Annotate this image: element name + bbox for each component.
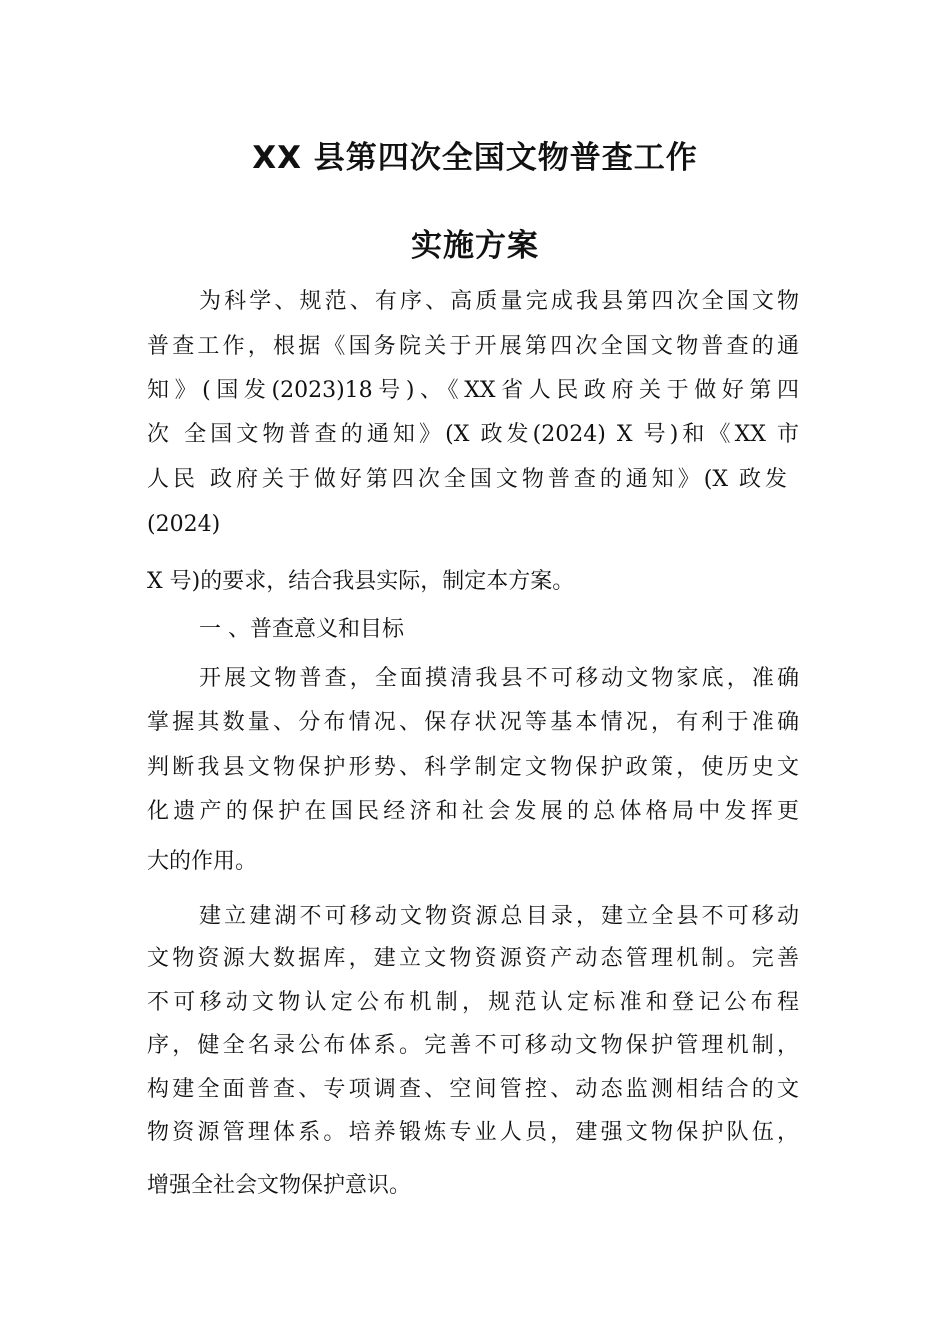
intro-line: 普查工作，根据《国务院关于开展第四次全国文物普查的通 (147, 334, 799, 359)
paragraph-line: 掌握其数量、分布情况、保存状况等基本情况，有利于准确 (147, 710, 799, 735)
paragraph-line: 开展文物普查，全面摸清我县不可移动文物家底，准确 (199, 666, 799, 691)
paragraph-line: 增强全社会文物保护意识。 (147, 1173, 412, 1198)
document-title-line-1: XX 县第四次全国文物普查工作 (252, 140, 698, 176)
document-title-line-2: 实施方案 (411, 228, 539, 264)
paragraph-line: 建立建湖不可移动文物资源总目录，建立全县不可移动 (199, 904, 799, 929)
paragraph-line: 大的作用。 (147, 849, 258, 874)
intro-line: X 号)的要求，结合我县实际，制定本方案。 (147, 569, 575, 594)
intro-line: 知》(国发(2023)18号)、《XX省人民政府关于做好第四 (147, 378, 799, 403)
paragraph-line: 判断我县文物保护形势、科学制定文物保护政策，使历史文 (147, 755, 799, 780)
paragraph-line: 文物资源大数据库，建立文物资源资产动态管理机制。完善 (147, 946, 799, 971)
section-heading: 一 、普查意义和目标 (199, 617, 404, 642)
paragraph-line: 不可移动文物认定公布机制，规范认定标准和登记公布程 (147, 990, 799, 1015)
paragraph-line: 化遗产的保护在国民经济和社会发展的总体格局中发挥更 (147, 799, 799, 824)
intro-line: 次 全国文物普查的通知》(X 政发(2024) X 号)和《XX 市 (147, 422, 799, 447)
paragraph-line: 序，健全名录公布体系。完善不可移动文物保护管理机制， (147, 1033, 799, 1058)
intro-line: 为科学、规范、有序、高质量完成我县第四次全国文物 (199, 289, 799, 314)
paragraph-line: 物资源管理体系。培养锻炼专业人员，建强文物保护队伍， (147, 1120, 799, 1145)
intro-line: (2024) (147, 512, 221, 537)
paragraph-line: 构建全面普查、专项调查、空间管控、动态监测相结合的文 (147, 1077, 799, 1102)
intro-line: 人民 政府关于做好第四次全国文物普查的通知》(X 政发 (147, 467, 787, 492)
